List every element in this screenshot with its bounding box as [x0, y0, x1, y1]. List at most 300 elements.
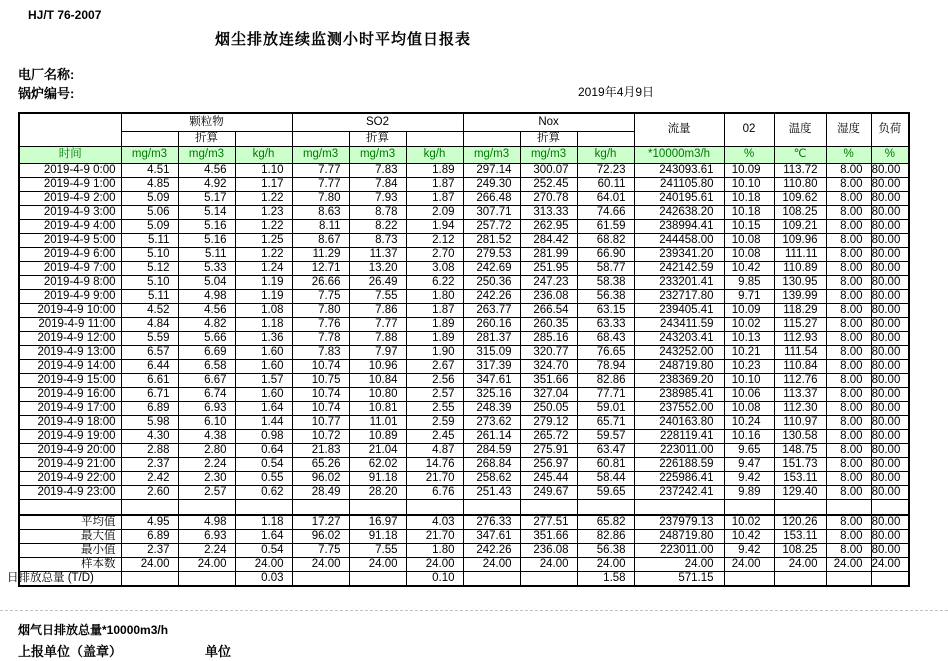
value-cell: 262.95	[520, 219, 577, 233]
value-cell: 6.57	[121, 345, 178, 359]
value-cell: 226188.59	[634, 457, 724, 471]
value-cell: 8.00	[826, 471, 871, 485]
summary-value-cell: 24.00	[349, 558, 406, 572]
summary-value-cell: 7.75	[292, 544, 349, 558]
so2-converted-label: 折算	[349, 131, 406, 146]
summary-value-cell: 351.66	[520, 530, 577, 544]
value-cell: 5.16	[178, 219, 235, 233]
value-cell: 2.37	[121, 457, 178, 471]
summary-row	[19, 515, 909, 530]
value-cell: 64.01	[577, 191, 634, 205]
hourly-data-row	[19, 247, 909, 261]
value-cell: 279.53	[463, 247, 520, 261]
value-cell: 1.89	[406, 317, 463, 331]
value-cell: 6.69	[178, 345, 235, 359]
value-cell: 68.82	[577, 233, 634, 247]
value-cell: 61.59	[577, 219, 634, 233]
value-cell: 80.00	[871, 219, 909, 233]
value-cell: 7.83	[349, 163, 406, 177]
value-cell: 14.76	[406, 457, 463, 471]
summary-value-cell	[292, 572, 349, 587]
summary-value-cell: 24.00	[463, 558, 520, 572]
report-date: 2019年4月9日	[578, 85, 655, 99]
value-cell: 1.94	[406, 219, 463, 233]
value-cell: 1.23	[235, 205, 292, 219]
value-cell: 243093.61	[634, 163, 724, 177]
summary-value-cell: 24.00	[520, 558, 577, 572]
value-cell: 8.00	[826, 345, 871, 359]
value-cell: 266.54	[520, 303, 577, 317]
summary-value-cell: 8.00	[826, 544, 871, 558]
summary-label-cell: 最小值	[19, 544, 121, 558]
value-cell: 252.45	[520, 177, 577, 191]
summary-value-cell: 120.26	[774, 515, 826, 530]
value-cell: 5.09	[121, 219, 178, 233]
value-cell: 7.77	[292, 163, 349, 177]
nox-converted-label: 折算	[520, 131, 577, 146]
value-cell: 28.20	[349, 485, 406, 499]
value-cell: 232717.80	[634, 289, 724, 303]
value-cell: 58.44	[577, 471, 634, 485]
o2-header: 02	[724, 113, 774, 146]
value-cell: 65.71	[577, 415, 634, 429]
summary-value-cell	[463, 572, 520, 587]
summary-value-cell: 24.00	[406, 558, 463, 572]
summary-value-cell: 108.25	[774, 544, 826, 558]
value-cell: 129.40	[774, 485, 826, 499]
value-cell: 80.00	[871, 457, 909, 471]
so2-group-header: SO2	[292, 113, 463, 131]
value-cell: 0.98	[235, 429, 292, 443]
hourly-data-row	[19, 457, 909, 471]
value-cell: 80.00	[871, 191, 909, 205]
value-cell: 4.51	[121, 163, 178, 177]
value-cell: 11.01	[349, 415, 406, 429]
value-cell: 10.96	[349, 359, 406, 373]
value-cell: 113.72	[774, 163, 826, 177]
value-cell: 8.00	[826, 359, 871, 373]
summary-value-cell: 16.97	[349, 515, 406, 530]
value-cell: 6.22	[406, 275, 463, 289]
value-cell: 5.16	[178, 233, 235, 247]
hourly-data-row	[19, 303, 909, 317]
value-cell: 300.07	[520, 163, 577, 177]
value-cell: 13.20	[349, 261, 406, 275]
time-cell: 2019-4-9 7:00	[19, 261, 121, 275]
empty-cell	[826, 499, 871, 515]
empty-cell	[871, 499, 909, 515]
value-cell: 7.77	[349, 317, 406, 331]
value-cell: 8.00	[826, 233, 871, 247]
hourly-data-row	[19, 233, 909, 247]
summary-value-cell: 153.11	[774, 530, 826, 544]
hourly-data-row	[19, 443, 909, 457]
value-cell: 68.43	[577, 331, 634, 345]
summary-value-cell: 1.58	[577, 572, 634, 587]
value-cell: 10.89	[349, 429, 406, 443]
value-cell: 110.84	[774, 359, 826, 373]
value-cell: 10.74	[292, 359, 349, 373]
pm-rate-spacer	[235, 131, 292, 146]
value-cell: 80.00	[871, 233, 909, 247]
summary-value-cell: 276.33	[463, 515, 520, 530]
value-cell: 2.88	[121, 443, 178, 457]
value-cell: 273.62	[463, 415, 520, 429]
value-cell: 1.22	[235, 247, 292, 261]
value-cell: 240195.61	[634, 191, 724, 205]
value-cell: 228119.41	[634, 429, 724, 443]
value-cell: 1.57	[235, 373, 292, 387]
value-cell: 249.30	[463, 177, 520, 191]
empty-cell	[634, 499, 724, 515]
summary-value-cell: 8.00	[826, 515, 871, 530]
value-cell: 80.00	[871, 345, 909, 359]
value-cell: 8.00	[826, 401, 871, 415]
summary-value-cell: 6.93	[178, 530, 235, 544]
value-cell: 2.56	[406, 373, 463, 387]
value-cell: 7.80	[292, 191, 349, 205]
unit-label: 单位	[205, 644, 232, 659]
value-cell: 10.80	[349, 387, 406, 401]
summary-value-cell: 80.00	[871, 530, 909, 544]
value-cell: 8.73	[349, 233, 406, 247]
time-cell: 2019-4-9 21:00	[19, 457, 121, 471]
value-cell: 10.18	[724, 205, 774, 219]
standard-code: HJ/T 76-2007	[28, 8, 102, 22]
value-cell: 325.16	[463, 387, 520, 401]
value-cell: 7.76	[292, 317, 349, 331]
plant-name-label: 电厂名称:	[18, 67, 75, 82]
value-cell: 1.22	[235, 191, 292, 205]
value-cell: 65.26	[292, 457, 349, 471]
value-cell: 270.78	[520, 191, 577, 205]
value-cell: 258.62	[463, 471, 520, 485]
value-cell: 284.59	[463, 443, 520, 457]
pm-kgh-unit: kg/h	[235, 146, 292, 163]
value-cell: 307.71	[463, 205, 520, 219]
hourly-data-row	[19, 331, 909, 345]
value-cell: 80.00	[871, 471, 909, 485]
value-cell: 256.97	[520, 457, 577, 471]
empty-cell	[292, 499, 349, 515]
value-cell: 4.52	[121, 303, 178, 317]
value-cell: 4.98	[178, 289, 235, 303]
hourly-data-row	[19, 471, 909, 485]
value-cell: 6.61	[121, 373, 178, 387]
value-cell: 5.11	[121, 233, 178, 247]
value-cell: 8.00	[826, 219, 871, 233]
summary-value-cell: 82.86	[577, 530, 634, 544]
value-cell: 8.00	[826, 457, 871, 471]
nox-mg-unit: mg/m3	[463, 146, 520, 163]
summary-value-cell: 24.00	[871, 558, 909, 572]
time-cell: 2019-4-9 5:00	[19, 233, 121, 247]
value-cell: 2.80	[178, 443, 235, 457]
value-cell: 9.47	[724, 457, 774, 471]
value-cell: 285.16	[520, 331, 577, 345]
value-cell: 242.69	[463, 261, 520, 275]
hourly-data-row	[19, 275, 909, 289]
flow-header: 流量	[634, 113, 724, 146]
time-cell: 2019-4-9 22:00	[19, 471, 121, 485]
value-cell: 240163.80	[634, 415, 724, 429]
report-table	[7, 112, 910, 587]
value-cell: 11.37	[349, 247, 406, 261]
value-cell: 268.84	[463, 457, 520, 471]
summary-value-cell: 0.54	[235, 544, 292, 558]
value-cell: 4.84	[121, 317, 178, 331]
value-cell: 139.99	[774, 289, 826, 303]
value-cell: 0.55	[235, 471, 292, 485]
value-cell: 9.42	[724, 471, 774, 485]
value-cell: 8.00	[826, 387, 871, 401]
value-cell: 76.65	[577, 345, 634, 359]
summary-value-cell: 10.02	[724, 515, 774, 530]
value-cell: 8.00	[826, 163, 871, 177]
nox-rate-spacer	[577, 131, 634, 146]
value-cell: 1.17	[235, 177, 292, 191]
value-cell: 80.00	[871, 359, 909, 373]
summary-value-cell: 24.00	[634, 558, 724, 572]
value-cell: 6.58	[178, 359, 235, 373]
value-cell: 7.75	[292, 289, 349, 303]
value-cell: 8.00	[826, 443, 871, 457]
value-cell: 2.60	[121, 485, 178, 499]
pm-group-header: 颗粒物	[121, 113, 292, 131]
value-cell: 4.92	[178, 177, 235, 191]
value-cell: 1.89	[406, 163, 463, 177]
hourly-data-row	[19, 205, 909, 219]
time-cell: 2019-4-9 10:00	[19, 303, 121, 317]
summary-value-cell	[349, 572, 406, 587]
value-cell: 80.00	[871, 443, 909, 457]
time-cell: 2019-4-9 6:00	[19, 247, 121, 261]
empty-cell	[19, 499, 121, 515]
summary-value-cell: 1.64	[235, 530, 292, 544]
time-cell: 2019-4-9 2:00	[19, 191, 121, 205]
summary-value-cell: 1.18	[235, 515, 292, 530]
humidity-unit: %	[826, 146, 871, 163]
value-cell: 241105.80	[634, 177, 724, 191]
summary-row	[19, 558, 909, 572]
value-cell: 153.11	[774, 471, 826, 485]
value-cell: 261.14	[463, 429, 520, 443]
value-cell: 5.06	[121, 205, 178, 219]
summary-label-cell: 平均值	[19, 515, 121, 530]
value-cell: 242638.20	[634, 205, 724, 219]
value-cell: 10.23	[724, 359, 774, 373]
value-cell: 6.74	[178, 387, 235, 401]
value-cell: 8.00	[826, 317, 871, 331]
value-cell: 10.24	[724, 415, 774, 429]
value-cell: 1.87	[406, 177, 463, 191]
value-cell: 1.25	[235, 233, 292, 247]
value-cell: 7.78	[292, 331, 349, 345]
value-cell: 6.44	[121, 359, 178, 373]
so2-raw-spacer	[292, 131, 349, 146]
value-cell: 1.08	[235, 303, 292, 317]
value-cell: 0.64	[235, 443, 292, 457]
summary-value-cell: 80.00	[871, 544, 909, 558]
summary-value-cell: 80.00	[871, 515, 909, 530]
value-cell: 243252.00	[634, 345, 724, 359]
summary-value-cell	[871, 572, 909, 587]
summary-value-cell: 236.08	[520, 544, 577, 558]
time-cell: 2019-4-9 1:00	[19, 177, 121, 191]
summary-value-cell: 56.38	[577, 544, 634, 558]
value-cell: 244458.00	[634, 233, 724, 247]
value-cell: 7.97	[349, 345, 406, 359]
value-cell: 279.12	[520, 415, 577, 429]
time-header: 时间	[19, 146, 121, 163]
summary-value-cell: 24.00	[577, 558, 634, 572]
temperature-unit: ℃	[774, 146, 826, 163]
value-cell: 148.75	[774, 443, 826, 457]
summary-value-cell: 65.82	[577, 515, 634, 530]
value-cell: 80.00	[871, 387, 909, 401]
value-cell: 80.00	[871, 331, 909, 345]
value-cell: 111.54	[774, 345, 826, 359]
value-cell: 8.00	[826, 373, 871, 387]
hourly-data-row	[19, 415, 909, 429]
hourly-data-row	[19, 261, 909, 275]
value-cell: 8.00	[826, 177, 871, 191]
value-cell: 238985.41	[634, 387, 724, 401]
time-cell: 2019-4-9 8:00	[19, 275, 121, 289]
load-header: 负荷	[871, 113, 909, 146]
value-cell: 12.71	[292, 261, 349, 275]
hourly-data-row	[19, 359, 909, 373]
value-cell: 250.05	[520, 401, 577, 415]
value-cell: 58.77	[577, 261, 634, 275]
summary-value-cell: 24.00	[292, 558, 349, 572]
value-cell: 8.63	[292, 205, 349, 219]
value-cell: 130.58	[774, 429, 826, 443]
time-cell: 2019-4-9 4:00	[19, 219, 121, 233]
so2-rate-spacer	[406, 131, 463, 146]
summary-value-cell: 223011.00	[634, 544, 724, 558]
value-cell: 8.67	[292, 233, 349, 247]
value-cell: 6.10	[178, 415, 235, 429]
summary-row	[19, 530, 909, 544]
value-cell: 249.67	[520, 485, 577, 499]
summary-value-cell: 91.18	[349, 530, 406, 544]
summary-value-cell: 6.89	[121, 530, 178, 544]
value-cell: 113.37	[774, 387, 826, 401]
value-cell: 74.66	[577, 205, 634, 219]
value-cell: 26.49	[349, 275, 406, 289]
hourly-data-row	[19, 163, 909, 177]
unit-header-row	[19, 146, 909, 163]
summary-value-cell: 10.42	[724, 530, 774, 544]
value-cell: 245.44	[520, 471, 577, 485]
value-cell: 60.11	[577, 177, 634, 191]
value-cell: 5.14	[178, 205, 235, 219]
hourly-data-row	[19, 191, 909, 205]
hourly-data-row	[19, 387, 909, 401]
value-cell: 91.18	[349, 471, 406, 485]
value-cell: 10.77	[292, 415, 349, 429]
value-cell: 80.00	[871, 485, 909, 499]
value-cell: 1.80	[406, 289, 463, 303]
value-cell: 1.60	[235, 345, 292, 359]
page-title: 烟尘排放连续监测小时平均值日报表	[215, 31, 472, 48]
value-cell: 60.81	[577, 457, 634, 471]
empty-cell	[406, 499, 463, 515]
value-cell: 5.10	[121, 275, 178, 289]
value-cell: 263.77	[463, 303, 520, 317]
time-cell: 2019-4-9 14:00	[19, 359, 121, 373]
summary-value-cell	[826, 572, 871, 587]
time-cell: 2019-4-9 19:00	[19, 429, 121, 443]
value-cell: 7.93	[349, 191, 406, 205]
value-cell: 80.00	[871, 303, 909, 317]
value-cell: 111.11	[774, 247, 826, 261]
value-cell: 80.00	[871, 163, 909, 177]
value-cell: 109.62	[774, 191, 826, 205]
value-cell: 10.84	[349, 373, 406, 387]
value-cell: 10.72	[292, 429, 349, 443]
summary-value-cell	[724, 572, 774, 587]
empty-cell	[121, 499, 178, 515]
value-cell: 8.11	[292, 219, 349, 233]
value-cell: 112.93	[774, 331, 826, 345]
value-cell: 1.19	[235, 289, 292, 303]
summary-value-cell: 4.95	[121, 515, 178, 530]
value-cell: 130.95	[774, 275, 826, 289]
summary-value-cell	[520, 572, 577, 587]
value-cell: 327.04	[520, 387, 577, 401]
value-cell: 260.16	[463, 317, 520, 331]
value-cell: 7.80	[292, 303, 349, 317]
value-cell: 4.87	[406, 443, 463, 457]
value-cell: 8.78	[349, 205, 406, 219]
value-cell: 59.65	[577, 485, 634, 499]
value-cell: 21.70	[406, 471, 463, 485]
value-cell: 80.00	[871, 289, 909, 303]
time-cell: 2019-4-9 17:00	[19, 401, 121, 415]
summary-value-cell: 2.24	[178, 544, 235, 558]
data-rows	[7, 163, 909, 586]
value-cell: 8.00	[826, 429, 871, 443]
print-break-line	[0, 610, 948, 611]
value-cell: 9.89	[724, 485, 774, 499]
value-cell: 8.00	[826, 415, 871, 429]
value-cell: 281.99	[520, 247, 577, 261]
value-cell: 1.19	[235, 275, 292, 289]
value-cell: 251.43	[463, 485, 520, 499]
value-cell: 313.33	[520, 205, 577, 219]
value-cell: 8.00	[826, 289, 871, 303]
value-cell: 347.61	[463, 373, 520, 387]
value-cell: 284.42	[520, 233, 577, 247]
value-cell: 1.90	[406, 345, 463, 359]
hourly-data-row	[19, 289, 909, 303]
value-cell: 80.00	[871, 415, 909, 429]
value-cell: 108.25	[774, 205, 826, 219]
value-cell: 11.29	[292, 247, 349, 261]
value-cell: 1.87	[406, 191, 463, 205]
time-cell: 2019-4-9 16:00	[19, 387, 121, 401]
value-cell: 281.37	[463, 331, 520, 345]
value-cell: 58.38	[577, 275, 634, 289]
summary-value-cell: 24.00	[235, 558, 292, 572]
summary-value-cell: 237979.13	[634, 515, 724, 530]
value-cell: 1.18	[235, 317, 292, 331]
value-cell: 1.22	[235, 219, 292, 233]
value-cell: 237552.00	[634, 401, 724, 415]
value-cell: 247.23	[520, 275, 577, 289]
